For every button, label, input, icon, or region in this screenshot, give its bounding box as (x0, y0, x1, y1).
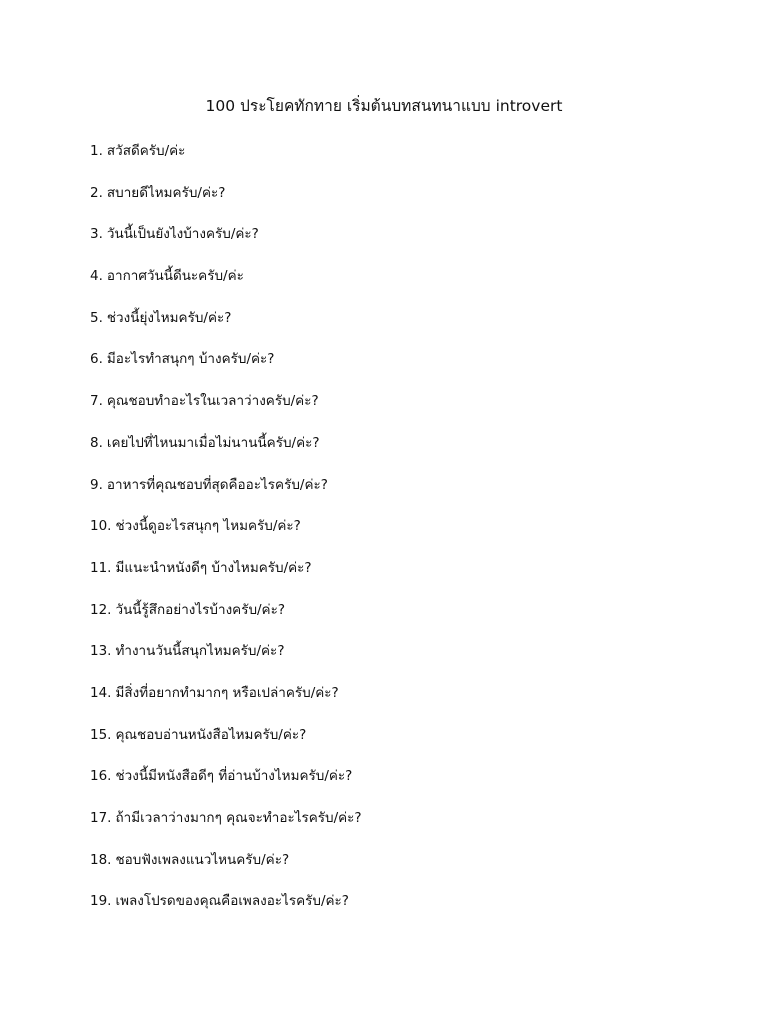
item-number: 3. (90, 226, 103, 243)
item-text: วันนี้เป็นยังไงบ้างครับ/ค่ะ? (106, 226, 259, 243)
item-text: ช่วงนี้ดูอะไรสนุกๆ ไหมครับ/ค่ะ? (115, 518, 301, 535)
item-number: 10. (90, 518, 112, 535)
item-text: ช่วงนี้ยุ่งไหมครับ/ค่ะ? (106, 309, 232, 326)
item-text: มีแนะนำหนังดีๆ บ้างไหมครับ/ค่ะ? (115, 559, 312, 576)
item-number: 8. (90, 434, 103, 451)
item-number: 19. (90, 893, 112, 910)
list-item (90, 681, 710, 723)
item-number: 11. (90, 559, 112, 576)
list-item (90, 347, 710, 389)
item-text: สบายดีไหมครับ/ค่ะ? (106, 184, 226, 201)
item-text: เคยไปที่ไหนมาเมื่อไม่นานนี้ครับ/ค่ะ? (106, 434, 320, 451)
item-number: 12. (90, 601, 112, 618)
list-item (90, 848, 710, 890)
item-text: ถ้ามีเวลาว่างมากๆ คุณจะทำอะไรครับ/ค่ะ? (115, 810, 362, 826)
item-number: 17. (90, 810, 112, 826)
item-number: 18. (90, 851, 112, 868)
item-text: มีสิ่งที่อยากทำมากๆ หรือเปล่าครับ/ค่ะ? (115, 684, 339, 701)
list-item (90, 181, 710, 223)
document-title: 100 ประโยคทักทาย เริ่มต้นบทสนทนาแบบ introvert (205, 97, 563, 115)
item-text: เพลงโปรดของคุณคือเพลงอะไรครับ/ค่ะ? (115, 893, 349, 910)
item-number: 14. (90, 684, 112, 701)
list-item (90, 764, 710, 806)
item-number: 16. (90, 768, 112, 785)
item-text: ทำงานวันนี้สนุกไหมครับ/ค่ะ? (115, 643, 285, 660)
item-text: คุณชอบทำอะไรในเวลาว่างครับ/ค่ะ? (106, 393, 319, 410)
list-item (90, 473, 710, 515)
item-text: อากาศวันนี้ดีนะครับ/ค่ะ (106, 268, 244, 285)
list-item (90, 389, 710, 431)
item-number: 2. (90, 184, 103, 201)
item-text: ชอบฟังเพลงแนวไหนครับ/ค่ะ? (115, 851, 290, 868)
item-number: 7. (90, 393, 103, 410)
item-text: ช่วงนี้มีหนังสือดีๆ ที่อ่านบ้างไหมครับ/ค่ะ? (115, 768, 353, 785)
list-item (90, 139, 710, 181)
question-list (90, 139, 710, 931)
item-number: 1. (90, 143, 103, 159)
item-text: คุณชอบอ่านหนังสือไหมครับ/ค่ะ? (115, 726, 307, 743)
item-number: 9. (90, 476, 103, 493)
list-item (90, 306, 710, 348)
list-item (90, 264, 710, 306)
list-item (90, 723, 710, 765)
item-number: 15. (90, 726, 112, 743)
item-text: อาหารที่คุณชอบที่สุดคืออะไรครับ/ค่ะ? (106, 476, 328, 493)
list-item (90, 514, 710, 556)
list-item (90, 889, 710, 931)
item-text: วันนี้รู้สึกอย่างไรบ้างครับ/ค่ะ? (115, 601, 286, 618)
list-item (90, 598, 710, 640)
item-number: 4. (90, 268, 103, 285)
item-number: 6. (90, 351, 103, 368)
list-item (90, 556, 710, 598)
item-text: มีอะไรทำสนุกๆ บ้างครับ/ค่ะ? (106, 351, 275, 368)
list-item (90, 639, 710, 681)
list-item (90, 806, 710, 848)
list-item (90, 431, 710, 473)
item-number: 13. (90, 643, 112, 660)
item-text: สวัสดีครับ/ค่ะ (106, 143, 186, 159)
list-item (90, 222, 710, 264)
item-number: 5. (90, 309, 103, 326)
